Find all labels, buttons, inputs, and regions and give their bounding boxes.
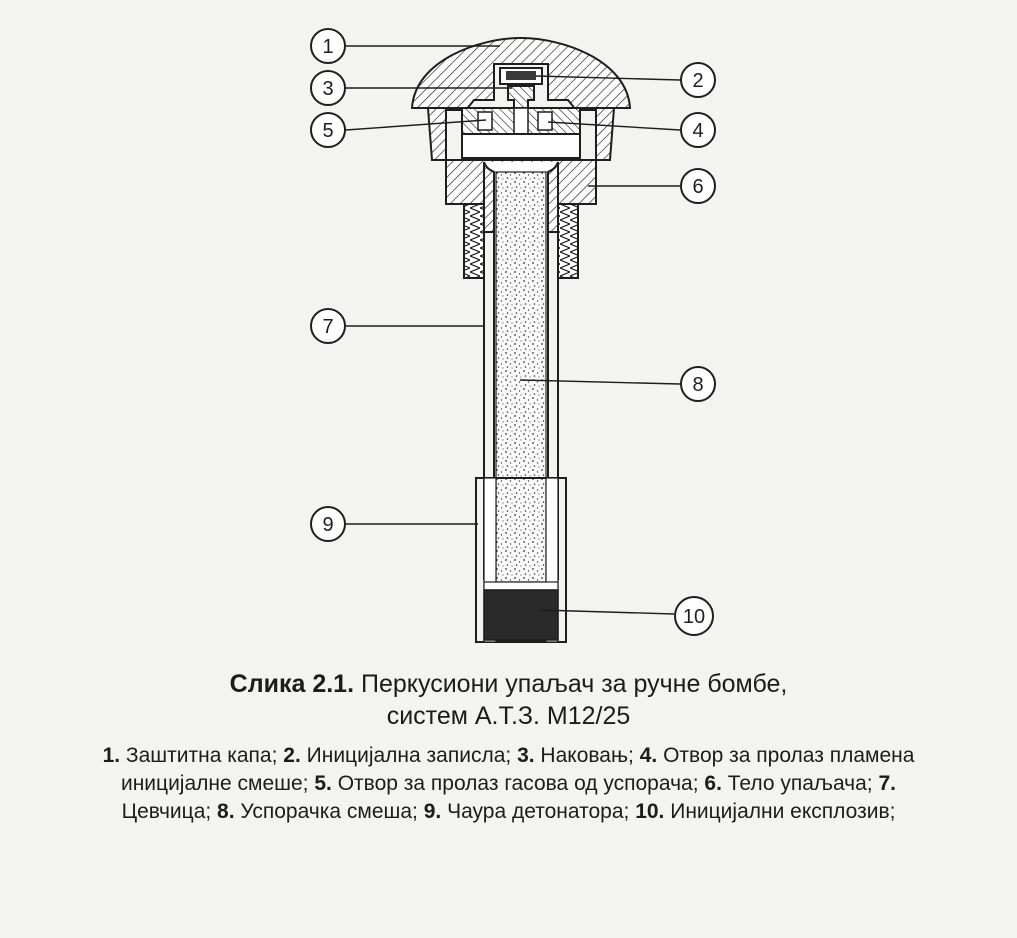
caption-title-line2: систем А.Т.З. М12/25 (386, 702, 631, 730)
caption-title-line1: Перкусиони упаљач за ручне бомбе, (360, 670, 788, 698)
callout-10-label: 10 (682, 606, 706, 628)
flame-passage (538, 112, 552, 130)
callout-7 (311, 309, 345, 343)
callout-9 (311, 507, 345, 541)
initiating-explosive (484, 590, 558, 640)
caption-title (129, 668, 889, 732)
thread-right (558, 204, 578, 278)
legend-item-5: 5. Отвор за пролаз гасова од успорача; (314, 772, 699, 795)
callout-1-label: 1 (322, 36, 334, 58)
callout-5 (311, 113, 345, 147)
legend-item-6: 6. Тело упаљача; (704, 772, 873, 795)
legend-item-8: 8. Успорачка смеша; (217, 800, 418, 823)
legend-item-4: 4. Отвор за пролаз пламена иницијалне смеше; (120, 744, 915, 795)
delay-mixture (496, 172, 546, 582)
callout-7-label: 7 (322, 316, 334, 338)
callout-4 (681, 113, 715, 147)
legend-item-2: 2. Иницијална записла; (283, 744, 512, 767)
callout-8-label: 8 (692, 374, 704, 396)
callout-3 (311, 71, 345, 105)
legend-item-7: 7. Цевчица; (121, 772, 896, 823)
caption-label: Слика 2.1. (229, 670, 355, 698)
callout-6 (681, 169, 715, 203)
figure-caption (0, 668, 1017, 826)
legend-item-9: 9. Чаура детонатора; (423, 800, 630, 823)
legend-item-10: 10. Иницијални експлозив; (635, 800, 896, 823)
callout-5-label: 5 (322, 120, 334, 142)
callout-10 (675, 597, 713, 635)
callout-3-label: 3 (322, 78, 334, 100)
callout-8 (681, 367, 715, 401)
legend-item-1: 1. Заштитна капа; (102, 744, 278, 767)
callout-2-label: 2 (692, 70, 704, 92)
callout-9-label: 9 (322, 514, 334, 536)
callout-4-label: 4 (692, 120, 704, 142)
callout-2 (681, 63, 715, 97)
caption-legend (79, 742, 939, 826)
legend-item-3: 3. Наковањ; (517, 744, 634, 767)
thread-left (464, 204, 484, 278)
callout-6-label: 6 (692, 176, 704, 198)
callout-1 (311, 29, 345, 63)
